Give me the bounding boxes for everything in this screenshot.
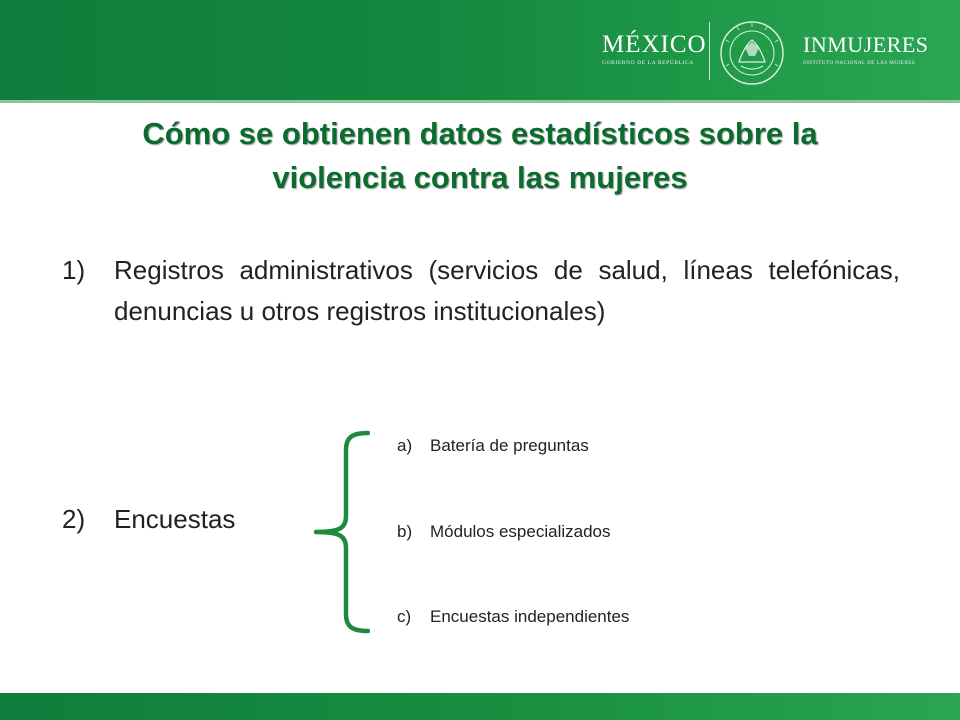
list-item-text: Encuestas — [114, 504, 236, 534]
logo-inmujeres-subtitle: INSTITUTO NACIONAL DE LAS MUJERES — [803, 60, 916, 66]
logo-mexico-word: MÉXICO — [602, 31, 707, 58]
slide-title-line-1: Cómo se obtienen datos estadísticos sobre la — [142, 116, 818, 151]
logo-mexico — [602, 31, 707, 72]
sub-item-text: Módulos especializados — [430, 522, 611, 541]
sub-item-modulos — [397, 519, 717, 545]
logo-inmujeres-word: INMUJERES — [803, 32, 929, 57]
list-item-text: Registros administrativos (servicios de salud, líneas telefónicas, denuncias u otros registros institucionales) — [114, 255, 900, 326]
sub-item-letter: b) — [397, 522, 413, 541]
sub-item-text: Batería de preguntas — [430, 436, 589, 455]
sub-item-text: Encuestas independientes — [430, 607, 630, 626]
sub-item-bateria — [397, 433, 717, 459]
header-stripe — [0, 100, 960, 103]
national-seal-icon — [717, 18, 787, 88]
slide-title-line-2: violencia contra las mujeres — [272, 160, 688, 195]
sub-item-independientes — [397, 604, 717, 630]
logo-divider — [709, 22, 710, 80]
logo-mexico-subtitle: GOBIERNO DE LA REPÚBLICA — [602, 60, 694, 66]
curly-brace-icon — [310, 428, 370, 634]
list-item-encuestas — [62, 499, 322, 540]
footer-banner — [0, 693, 960, 720]
list-item-number: 1) — [62, 255, 86, 285]
header-banner — [0, 0, 960, 100]
logo-inmujeres — [803, 32, 953, 72]
list-item-number: 2) — [62, 504, 86, 534]
sub-item-letter: a) — [397, 436, 413, 455]
slide-title — [60, 112, 900, 200]
sub-item-letter: c) — [397, 607, 412, 626]
list-item-registros — [62, 250, 900, 332]
